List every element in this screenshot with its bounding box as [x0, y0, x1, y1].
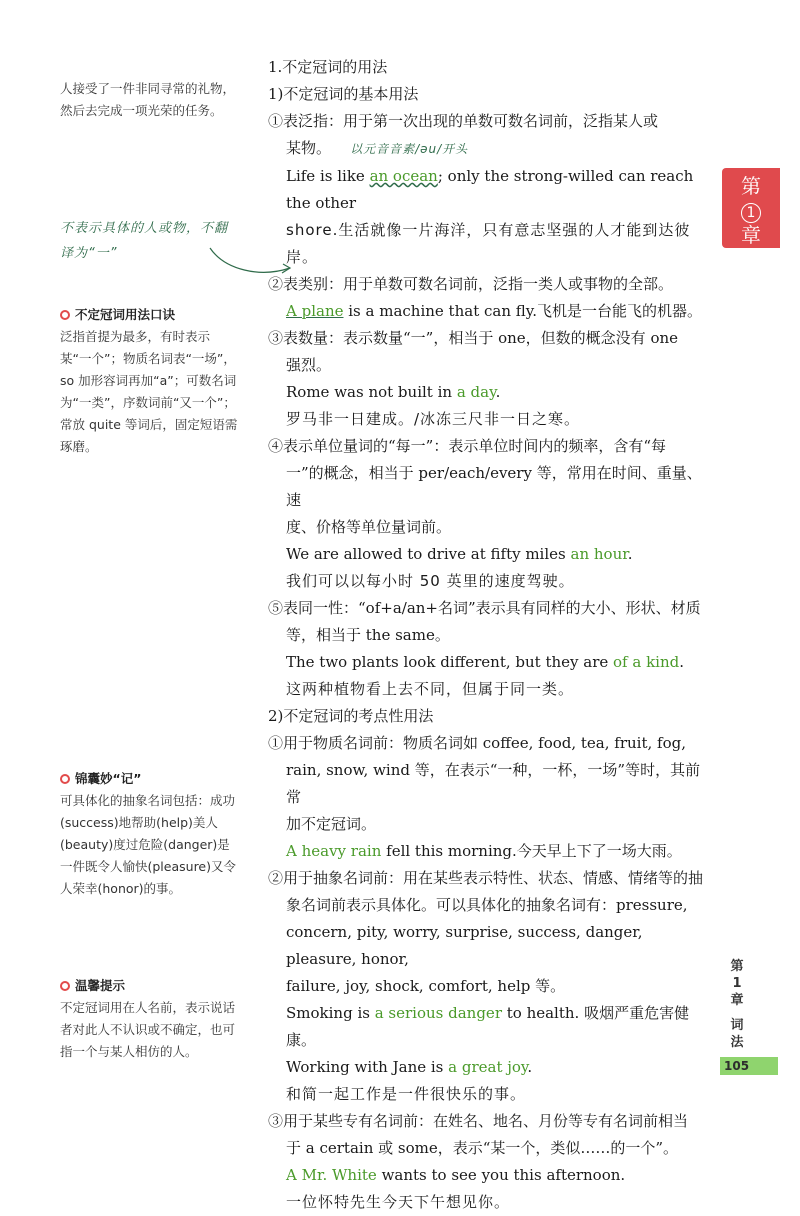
chapter-tab-char3: 章: [741, 223, 761, 247]
memory-title: 锦囊妙“记”: [75, 771, 142, 786]
handwritten-phonetic-note: 以元音音素/əu/开头: [350, 142, 469, 156]
exam-example-2a: Smoking is a serious danger to health. 吸烟严重危害健康。: [286, 1004, 690, 1049]
side-char-5: 法: [730, 1035, 744, 1050]
point-5: ⑤表同一性：“of+a/an+名词”表示具有同样的大小、形状、材质: [268, 599, 701, 617]
memory-body: 可具体化的抽象名词包括：成功(success)地帮助(help)美人(beauty)度过危险(danger)是一件既令人愉快(pleasure)又令人荣幸(honor)的事。: [60, 793, 237, 896]
mnemonic-body: 泛指首提为最多，有时表示某“一个”；物质名词表“一场”，so 加形容词再加“a”；可数名词为“一类”，序数词前“又一个”；常放 quite 等词后，固定短语需琢磨。: [60, 329, 238, 454]
chapter-tab[interactable]: [722, 168, 780, 248]
exam-example-3: A Mr. White wants to see you this afternoon.: [286, 1166, 626, 1184]
example-5-cn: 这两种植物看上去不同，但属于同一类。: [286, 680, 575, 698]
side-char-2: 1: [732, 976, 742, 991]
point-3: ③表数量：表示数量“一”，相当于 one，但数的概念没有 one: [268, 329, 679, 347]
main-content: [268, 54, 713, 1216]
section-heading: 1.不定冠词的用法: [268, 58, 388, 76]
side-char-4: 词: [730, 1018, 744, 1033]
example-3-cn: 罗马非一日建成。/冰冻三尺非一日之寒。: [286, 410, 581, 428]
exam-point-1-cont: rain, snow, wind 等，在表示“一种，一杯，一场”等时，其前常: [286, 761, 701, 806]
exam-point-2: ②用于抽象名词前：用在某些表示特性、状态、情感、情绪等的抽: [268, 869, 704, 887]
example-1-cont: shore.生活就像一片海洋，只有意志坚强的人才能到达彼岸。: [286, 221, 691, 266]
page-number: 105: [720, 1057, 778, 1075]
side-char-3: 章: [730, 993, 744, 1008]
point-4: ④表示单位量词的“每一”：表示单位时间内的频率，含有“每: [268, 437, 667, 455]
point-5-cont: 等，相当于 the same。: [286, 626, 450, 644]
exam-point-1: ①用于物质名词前：物质名词如 coffee, food, tea, fruit, fog,: [268, 734, 686, 752]
memory-box: [60, 768, 238, 900]
example-2: A plane is a machine that can fly.飞机是一台能飞的机器。: [286, 302, 703, 320]
bullet-icon: [60, 774, 70, 784]
point-4-cont2: 度、价格等单位量词前。: [286, 518, 452, 536]
exam-point-1-cont2: 加不定冠词。: [286, 815, 377, 833]
example-1: Life is like an ocean; only the strong-willed can reach the other: [286, 167, 694, 212]
point-2: ②表类别：用于单数可数名词前，泛指一类人或事物的全部。: [268, 275, 674, 293]
chapter-tab-number: 1: [722, 198, 780, 223]
point-1-cont: 某物。 以元音音素/əu/开头: [286, 139, 469, 157]
point-1: ①表泛指：用于第一次出现的单数可数名词前，泛指某人或: [268, 112, 659, 130]
exam-point-2-cont2: concern, pity, worry, surprise, success, danger, pleasure, honor,: [286, 923, 643, 968]
exam-point-2-cont3: failure, joy, shock, comfort, help 等。: [286, 977, 566, 995]
exam-example-3-cn: 一位怀特先生今天下午想见你。: [286, 1193, 511, 1211]
bullet-icon: [60, 310, 70, 320]
exam-point-3: ③用于某些专有名词前：在姓名、地名、月份等专有名词前相当: [268, 1112, 689, 1130]
example-5: The two plants look different, but they are of a kind.: [286, 653, 685, 671]
mnemonic-box: [60, 304, 238, 458]
side-char-1: 第: [730, 959, 744, 974]
exam-example-2b-cn: 和简一起工作是一件很快乐的事。: [286, 1085, 527, 1103]
chapter-side-label: [722, 958, 752, 1051]
tip-box: [60, 975, 238, 1063]
sidebar-intro: 人接受了一件非同寻常的礼物，然后去完成一项光荣的任务。: [60, 81, 236, 118]
exam-example-2b: Working with Jane is a great joy.: [286, 1058, 533, 1076]
exam-point-2-cont: 象名词前表示具体化。可以具体化的抽象名词有：pressure,: [286, 896, 688, 914]
mnemonic-title: 不定冠词用法口诀: [75, 307, 176, 322]
bullet-icon: [60, 981, 70, 991]
point-4-cont: 一”的概念，相当于 per/each/every 等，常用在时间、重量、速: [286, 464, 702, 509]
chapter-tab-char1: 第: [741, 174, 761, 198]
example-3: Rome was not built in a day.: [286, 383, 501, 401]
subheading-exam: 2)不定冠词的考点性用法: [268, 707, 434, 725]
exam-example-1: A heavy rain fell this morning.今天早上下了一场大雨。: [286, 842, 682, 860]
example-4-cn: 我们可以以每小时 50 英里的速度驾驶。: [286, 572, 575, 590]
subheading-basic: 1)不定冠词的基本用法: [268, 85, 419, 103]
tip-body: 不定冠词用在人名前，表示说话者对此人不认识或不确定，也可指一个与某人相仿的人。: [60, 1000, 236, 1059]
example-4: We are allowed to drive at fifty miles an hour.: [286, 545, 633, 563]
tip-title: 温馨提示: [75, 978, 126, 993]
point-3-cont: 强烈。: [286, 356, 332, 374]
exam-point-3-cont: 于 a certain 或 some，表示“某一个，类似……的一个”。: [286, 1139, 679, 1157]
handwritten-note: 不表示具体的人或物，不翻译为“一”: [60, 221, 229, 261]
